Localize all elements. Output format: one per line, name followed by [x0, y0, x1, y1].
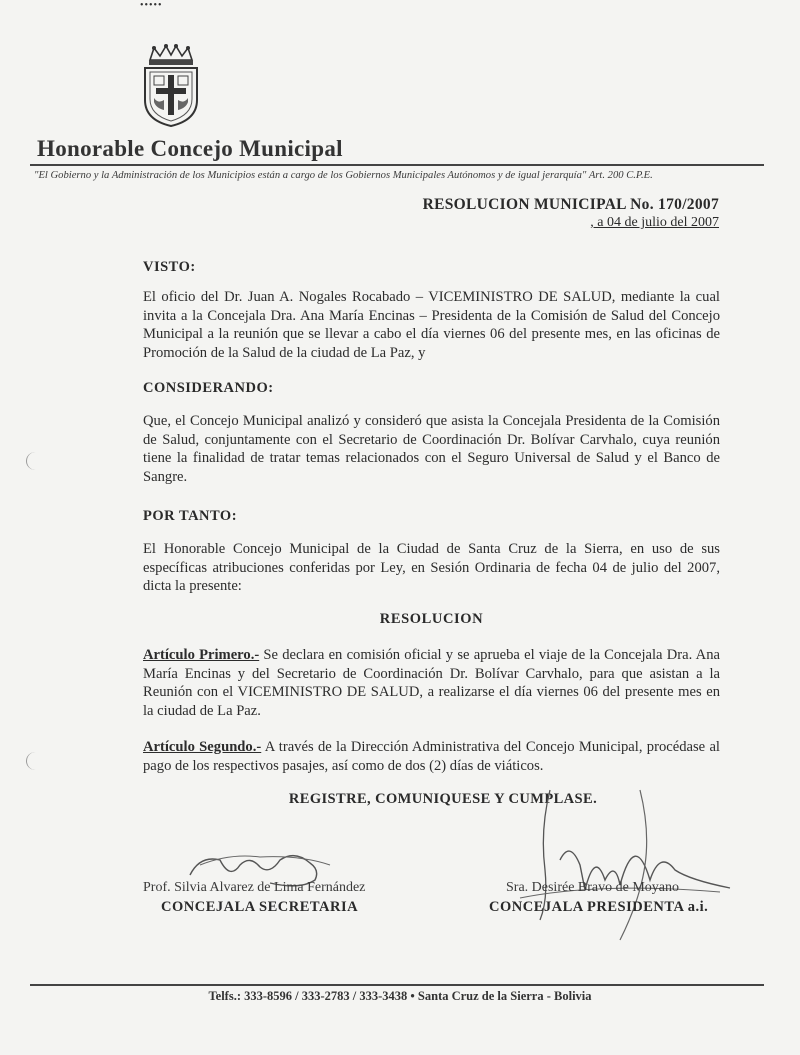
footer-contact: Telfs.: 333-8596 / 333-2783 / 333-3438 • Santa Cruz de la Sierra - Bolivia [208, 989, 592, 1003]
resolution-date: , a 04 de julio del 2007 [590, 215, 719, 230]
coat-of-arms-icon [140, 44, 202, 128]
left-signatory-title: CONCEJALA SECRETARIA [161, 899, 359, 915]
institution-name: Honorable Concejo Municipal [37, 136, 343, 161]
punch-hole-mark [26, 752, 45, 770]
considerando-paragraph: Que, el Concejo Municipal analizó y consideró que asista la Concejala Presidenta de la Comisión de Salud, conjuntamente con el Secretario de Coordinación Dr. Bolívar Carvhalo, cuya reunión tiene la finalidad de tratar temas relacionados con el Seguro Universal de Salud y el Banco de Sangre. [143, 413, 720, 485]
resolution-number: RESOLUCION MUNICIPAL No. 170/2007 [422, 196, 719, 213]
considerando-heading: CONSIDERANDO: [143, 380, 274, 396]
articulo-segundo-text: A través de la Dirección Administrativa del Concejo Municipal, procédase al pago de los respectivos pasajes, así como de dos (2) días de viáticos. [143, 739, 720, 774]
resolucion-heading: RESOLUCION [379, 611, 484, 627]
right-signatory-title: CONCEJALA PRESIDENTA a.i. [489, 899, 709, 915]
left-signatory-name: Prof. Silvia Alvarez de Lima Fernández [143, 880, 366, 895]
visto-heading: VISTO: [143, 259, 196, 275]
por-tanto-heading: POR TANTO: [143, 508, 238, 524]
closing-formula: REGISTRE, COMUNIQUESE Y CUMPLASE. [288, 791, 598, 807]
articulo-primero-label: Artículo Primero.- [143, 647, 260, 663]
por-tanto-paragraph: El Honorable Concejo Municipal de la Ciudad de Santa Cruz de la Sierra, en uso de sus específicas atribuciones conferidas por Ley, en Sesión Ordinaria de fecha 04 de julio del 2007, dicta la presente: [143, 541, 720, 594]
right-signatory-name: Sra. Desirée Bravo de Moyano [506, 880, 680, 895]
articulo-segundo [143, 738, 720, 775]
articulo-segundo-label: Artículo Segundo.- [143, 739, 262, 755]
constitution-motto: "El Gobierno y la Administración de los Municipios están a cargo de los Gobiernos Municipales Autónomos y de igual jerarquía" Art. 200 C.P.E. [34, 170, 653, 181]
footer-divider [30, 984, 764, 986]
punch-hole-mark [26, 452, 45, 470]
top-marks: ••••• [140, 0, 163, 11]
header-divider [30, 164, 764, 166]
visto-paragraph: El oficio del Dr. Juan A. Nogales Rocabado – VICEMINISTRO DE SALUD, mediante la cual invita a la Concejala Dra. Ana María Encinas – Presidenta de la Comisión de Salud del Concejo Municipal a la reunión que se llevar a cabo el día viernes 06 del presente mes, en las oficinas de Promoción de la Salud de la ciudad de La Paz, y [143, 289, 720, 361]
articulo-primero [143, 646, 720, 720]
articulo-primero-text: Se declara en comisión oficial y se aprueba el viaje de la Concejala Dra. Ana María Encinas y del Secretario de Coordinación Dr. Bolívar Carvhalo, para que asistan a la Reunión con el VICEMINISTRO DE SALUD, a realizarse el día viernes 06 del presente mes en la ciudad de La Paz. [143, 647, 721, 719]
